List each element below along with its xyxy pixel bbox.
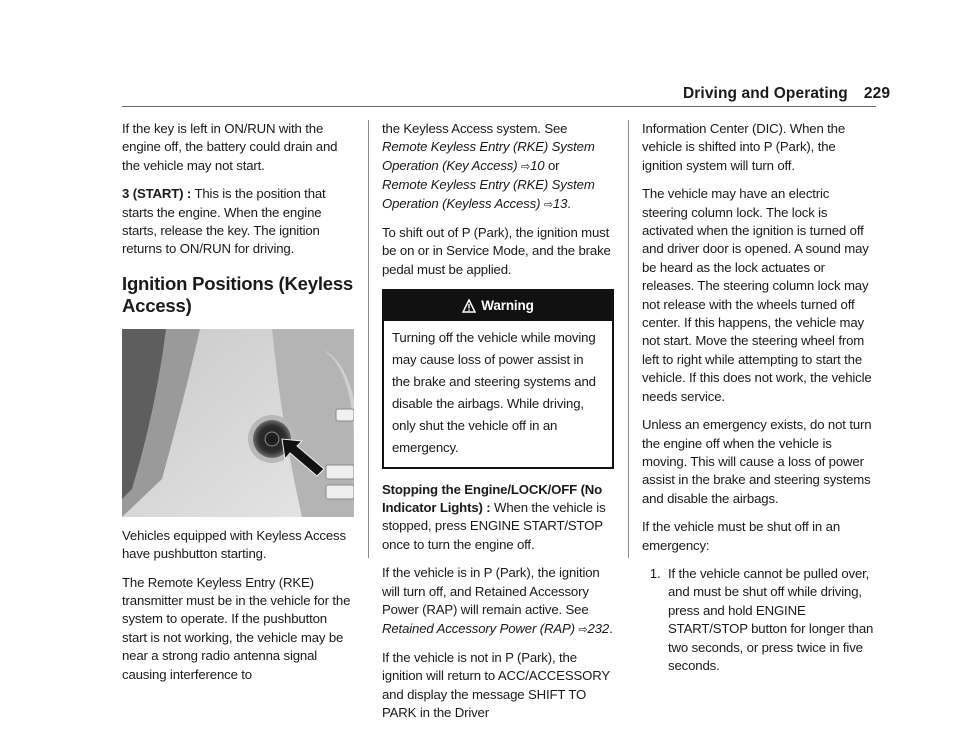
column-divider (628, 120, 629, 558)
warning-title: Warning (481, 298, 534, 314)
paragraph: Unless an emergency exists, do not turn the engine off when the vehicle is moving. This will cause a loss of power assist in the brake and steering systems and disable the airbags. (642, 417, 872, 506)
xref-rke-key-access[interactable]: Remote Keyless Entry (RKE) System Operation (Key Access) (382, 139, 595, 173)
paragraph: the Keyless Access system. See Remote Keyless Entry (RKE) System Operation (Key Access) ⇨10 or Remote Keyless Entry (RKE) System Operation (Keyless Access) ⇨13. (382, 121, 595, 211)
paragraph: Information Center (DIC). When the vehicle is shifted into P (Park), the ignition system will turn off. (642, 121, 846, 173)
page-ref-arrow-icon: ⇨ (543, 198, 553, 211)
page-number: 229 (863, 85, 891, 102)
column-1 (122, 120, 354, 694)
term-start: 3 (START) : (122, 186, 192, 202)
xref-rap[interactable]: Retained Accessory Power (RAP) (382, 620, 575, 636)
paragraph: If the key is left in ON/RUN with the engine off, the battery could drain and the vehicle may not start. (122, 121, 338, 173)
xref-rke-keyless-access[interactable]: Remote Keyless Entry (RKE) System Operation (Keyless Access) (382, 177, 595, 211)
xref-page[interactable]: 13 (552, 195, 568, 211)
header-rule (122, 106, 876, 107)
term-stopping-engine: Stopping the Engine/LOCK/OFF (No Indicator Lights) : (382, 481, 603, 516)
page-ref-arrow-icon: ⇨ (578, 623, 588, 636)
text: the Keyless Access system. See (382, 121, 568, 136)
paragraph: To shift out of P (Park), the ignition must be on or in Service Mode, and the brake pedal must be applied. (382, 225, 611, 277)
warning-triangle-icon (462, 299, 476, 313)
text: If the vehicle is in P (Park), the ignition will turn off, and Retained Accessory Power (RAP) will remain active. See (382, 565, 600, 618)
warning-box (382, 289, 614, 468)
paragraph: If the vehicle is not in P (Park), the ignition will return to ACC/ACCESSORY and display the message SHIFT TO PARK in the Driver (382, 649, 610, 721)
emergency-steps-list (642, 565, 876, 675)
column-3 (642, 120, 876, 675)
column-2 (382, 120, 614, 733)
warning-header (384, 291, 612, 320)
page-header (683, 85, 890, 103)
column-divider (368, 120, 369, 558)
term-start-text: This is the position that starts the engine. When the engine starts, release the key. The ignition returns to ON/RUN for driving. (122, 186, 326, 257)
term-stopping-text: When the vehicle is stopped, press ENGINE START/STOP once to turn the engine off. (382, 500, 606, 552)
paragraph (122, 185, 354, 259)
text: or (544, 157, 560, 173)
ignition-button-photo (122, 329, 354, 517)
paragraph (382, 481, 614, 555)
section-title: Driving and Operating (683, 85, 848, 102)
xref-page[interactable]: 232 (587, 620, 610, 636)
paragraph: If the vehicle is in P (Park), the ignition will turn off, and Retained Accessory Power (RAP) will remain active. See Retained Accessory Power (RAP) ⇨232. (382, 565, 613, 636)
paragraph: The Remote Keyless Entry (RKE) transmitter must be in the vehicle for the system to operate. If the pushbutton start is not working, the vehicle may be near a strong radio antenna signal causing interference to (122, 574, 351, 682)
paragraph: If the vehicle must be shut off in an emergency: (642, 519, 840, 553)
paragraph: The vehicle may have an electric steering column lock. The lock is activated when the ignition is turned off and driver door is opened. A sound may be heard as the lock actuates or releases. The steering column lock may not release with the wheels turned off center. If this happens, the vehicle may not start. Move the steering wheel from left to right while attempting to start the vehicle. If this does not work, the vehicle needs service. (642, 186, 872, 404)
xref-page[interactable]: 10 (530, 157, 545, 173)
paragraph: Vehicles equipped with Keyless Access have pushbutton starting. (122, 527, 346, 562)
warning-text: Turning off the vehicle while moving may cause loss of power assist in the brake and steering systems and disable the airbags. While driving, only shut the vehicle off in an emergency. (392, 329, 596, 455)
list-item: 1. If the vehicle cannot be pulled over, and must be shut off while driving, press and hold ENGINE START/STOP button for longer than two seconds, or press twice in five seconds. (664, 565, 876, 675)
section-heading: Ignition Positions (Keyless Access) (122, 272, 354, 316)
page-ref-arrow-icon: ⇨ (520, 160, 531, 173)
